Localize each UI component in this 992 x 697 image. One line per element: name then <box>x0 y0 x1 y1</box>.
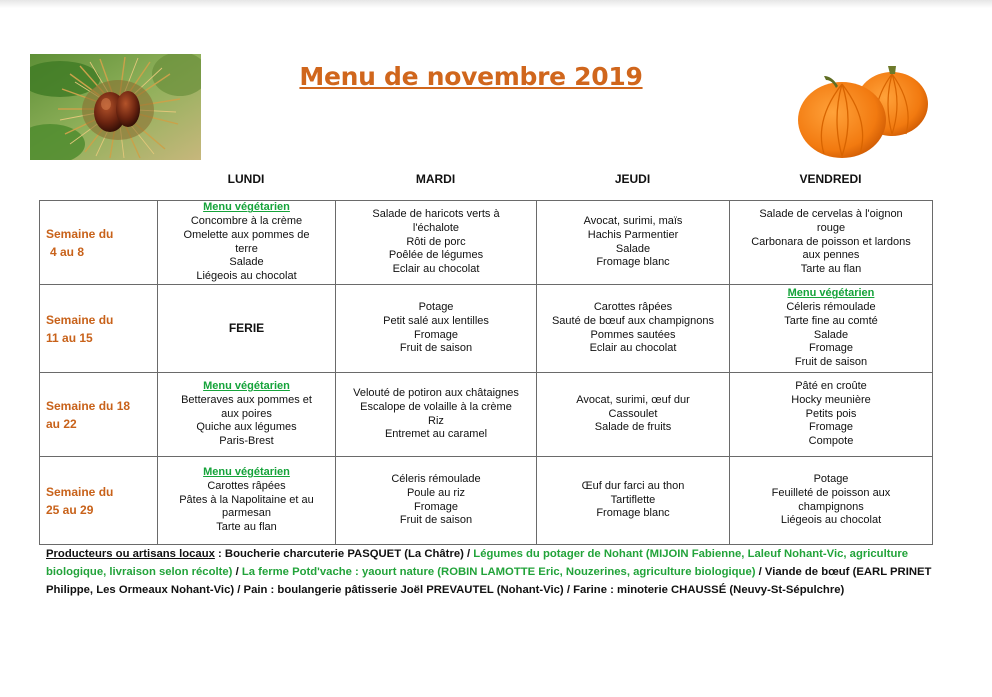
dish-line: Velouté de potiron aux châtaignes <box>353 387 519 400</box>
week-label <box>40 285 158 373</box>
menu-cell-mardi <box>336 457 537 545</box>
week-label-line-1: Semaine du <box>46 226 114 241</box>
dish-line: aux pennes <box>802 249 860 262</box>
producers-heading: Producteurs ou artisans locaux <box>46 548 215 560</box>
dish-line: Céleris rémoulade <box>391 473 481 486</box>
dish-line: Carottes râpées <box>207 479 286 492</box>
producers-vegetables: Légumes du potager de Nohant (MIJOIN Fabienne, Laleuf Nohant-Vic, agriculture biologique, livraison selon récolte) <box>46 548 909 578</box>
week-label <box>40 457 158 545</box>
dish-line: Fromage blanc <box>596 507 670 520</box>
dish-line: Quiche aux légumes <box>196 421 297 434</box>
dish-line: Salade <box>229 256 264 269</box>
dish-line: Sauté de bœuf aux champignons <box>551 314 715 327</box>
week-label-line-2: 4 au 8 <box>50 244 85 259</box>
dish-line: Tartiflette <box>610 493 656 506</box>
vegetarian-menu-tag: Menu végétarien <box>203 466 290 479</box>
week-label-line-2: 25 au 29 <box>46 502 94 517</box>
day-header-mardi: MARDI <box>415 172 456 186</box>
week-row <box>40 201 933 285</box>
week-label <box>40 201 158 285</box>
week-label-line-1: Semaine du 18 <box>46 398 131 413</box>
dish-line: Tarte fine au comté <box>784 314 878 327</box>
day-header-lundi: LUNDI <box>227 172 265 186</box>
page-title: Menu de novembre 2019 <box>299 62 643 91</box>
dish-line: Salade <box>813 328 849 341</box>
week-row <box>40 285 933 373</box>
day-header-vendredi: VENDREDI <box>799 172 862 186</box>
dish-line: Avocat, surimi, maïs <box>583 215 683 228</box>
menu-cell-vendredi <box>730 285 933 373</box>
dish-line: terre <box>235 242 258 255</box>
day-header-jeudi: JEUDI <box>614 172 651 186</box>
dish-line: Fromage <box>413 328 459 341</box>
vegetarian-menu-tag: Menu végétarien <box>787 287 875 300</box>
dish-line: Salade de cervelas à l'oignon <box>759 208 903 221</box>
dish-line: Escalope de volaille à la crème <box>360 400 512 413</box>
vegetarian-menu-tag: Menu végétarien <box>203 201 290 214</box>
menu-table <box>39 200 933 545</box>
dish-line: Omelette aux pommes de <box>183 228 310 241</box>
dish-line: l'échalote <box>412 221 460 234</box>
menu-cell-lundi <box>158 373 336 457</box>
week-label <box>40 373 158 457</box>
menu-cell-vendredi <box>730 373 933 457</box>
week-label-line-1: Semaine du <box>46 484 114 499</box>
dish-line: Riz <box>428 414 444 427</box>
vegetarian-menu-tag: Menu végétarien <box>203 380 290 393</box>
dish-line: Pommes sautées <box>590 328 676 341</box>
dish-line: Fromage blanc <box>596 256 670 269</box>
dish-line: Petit salé aux lentilles <box>383 314 489 327</box>
dish-line: rouge <box>816 221 846 234</box>
dish-line: Fruit de saison <box>794 355 868 368</box>
dish-line: Hachis Parmentier <box>587 228 679 241</box>
dish-line: Pâté en croûte <box>795 380 867 393</box>
dish-line: Eclair au chocolat <box>392 263 480 276</box>
menu-cell-jeudi <box>537 457 730 545</box>
dish-line: Œuf dur farci au thon <box>581 479 685 492</box>
menu-cell-vendredi <box>730 457 933 545</box>
menu-cell-vendredi <box>730 201 933 285</box>
producers-footer <box>46 545 946 599</box>
week-label-line-2: au 22 <box>46 416 77 431</box>
dish-line: Rôti de porc <box>406 235 466 248</box>
dish-line: Salade de haricots verts à <box>372 208 500 221</box>
menu-cell-lundi <box>158 201 336 285</box>
week-row <box>40 373 933 457</box>
dish-line: Potage <box>813 473 849 486</box>
producers-text-1: : Boucherie charcuterie PASQUET (La Châtre) / <box>214 548 474 560</box>
dish-line: Fromage <box>808 342 854 355</box>
dish-line: Avocat, surimi, œuf dur <box>576 393 690 406</box>
menu-cell-jeudi <box>537 201 730 285</box>
dish-line: Liégeois au chocolat <box>780 514 882 527</box>
dish-line: aux poires <box>221 407 272 420</box>
dish-line: Tarte au flan <box>800 263 862 276</box>
dish-line: Fruit de saison <box>399 342 473 355</box>
producers-text-2: / <box>232 566 242 578</box>
dish-line: Salade <box>615 242 651 255</box>
menu-cell-mardi <box>336 285 537 373</box>
menu-cell-jeudi <box>537 285 730 373</box>
dish-line: Hocky meunière <box>791 393 871 406</box>
dish-line: parmesan <box>222 507 271 520</box>
chestnut-image <box>30 54 201 160</box>
dish-line: Céleris rémoulade <box>786 301 876 314</box>
menu-cell-jeudi <box>537 373 730 457</box>
dish-line: Paris-Brest <box>219 435 274 448</box>
top-shadow-bar <box>0 0 992 8</box>
menu-cell-lundi <box>158 285 336 373</box>
dish-line: Fromage <box>808 421 854 434</box>
dish-line: Petits pois <box>805 407 857 420</box>
dish-line: Carbonara de poisson et lardons <box>751 235 911 248</box>
dish-line: Carottes râpées <box>593 301 673 314</box>
dish-line: Poêlée de légumes <box>388 249 484 262</box>
dish-line: Pâtes à la Napolitaine et au <box>179 493 314 506</box>
dish-line: Cassoulet <box>608 407 658 420</box>
week-label-line-2: 11 au 15 <box>46 330 93 345</box>
week-label-line-1: Semaine du <box>46 312 114 327</box>
menu-cell-lundi <box>158 457 336 545</box>
dish-line: Betteraves aux pommes et <box>181 393 312 406</box>
dish-line: Compote <box>808 435 854 448</box>
dish-line: Salade de fruits <box>594 421 672 434</box>
menu-cell-mardi <box>336 373 537 457</box>
dish-line: Fromage <box>413 500 459 513</box>
holiday-label: FERIE <box>228 320 265 335</box>
dish-line: Entremet au caramel <box>384 428 488 441</box>
producers-yogurt: La ferme Potd'vache : yaourt nature (ROBIN LAMOTTE Eric, Nouzerines, agriculture biologique) <box>241 566 756 578</box>
menu-cell-mardi <box>336 201 537 285</box>
dish-line: Tarte au flan <box>216 521 277 534</box>
dish-line: Feuilleté de poisson aux <box>771 486 891 499</box>
dish-line: Concombre à la crème <box>190 215 303 228</box>
pumpkin-image <box>792 62 942 162</box>
dish-line: Liégeois au chocolat <box>196 269 297 282</box>
dish-line: Potage <box>418 301 454 314</box>
dish-line: Poule au riz <box>406 486 466 499</box>
dish-line: Eclair au chocolat <box>589 342 677 355</box>
dish-line: Fruit de saison <box>399 514 473 527</box>
week-row <box>40 457 933 545</box>
producers-text-3: / Viande de bœuf (EARL PRINET Philippe, Les Ormeaux Nohant-Vic) / Pain : boulangerie pâtisserie Joël PREVAUTEL (Nohant-Vic) / Farine : minoterie CHAUSSÉ (Neuvy-St-Sépulchre) <box>46 566 932 596</box>
dish-line: champignons <box>798 500 864 513</box>
